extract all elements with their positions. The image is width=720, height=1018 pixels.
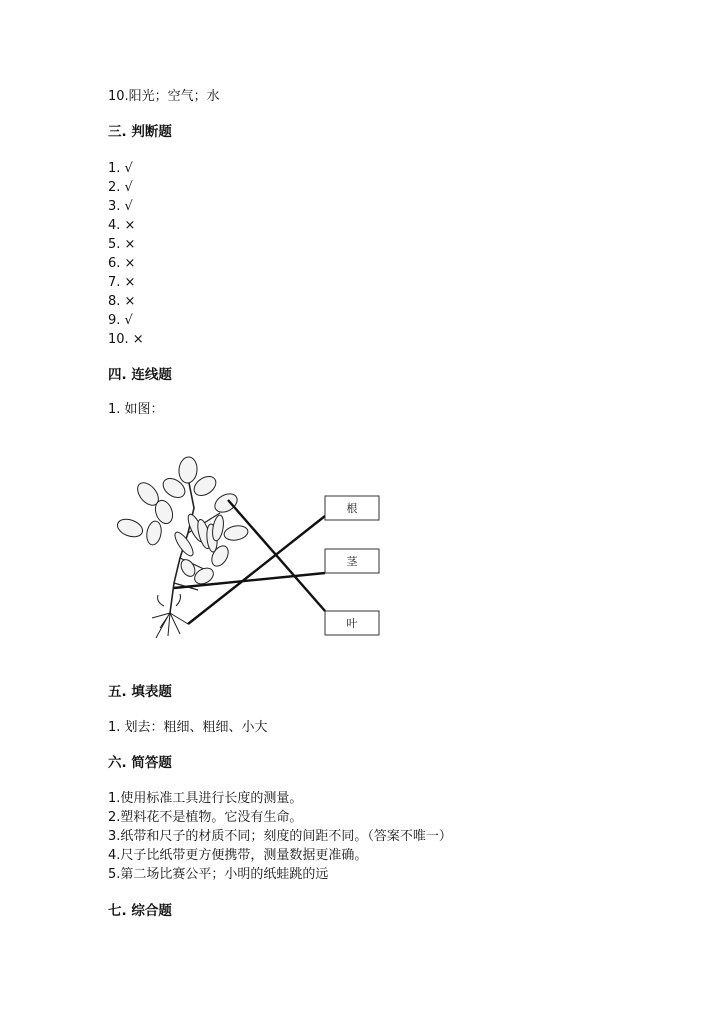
short-answer-2: 2.塑料花不是植物。它没有生命。 xyxy=(108,810,303,825)
judge-answer-5: 5. × xyxy=(108,237,136,252)
judge-answer-2: 2. √ xyxy=(108,180,133,195)
matching-answer-1: 1. 如图： xyxy=(108,402,164,417)
short-answer-5: 5.第二场比赛公平；小明的纸蛙跳的远 xyxy=(108,867,329,882)
plant-illustration xyxy=(115,456,249,638)
judge-answer-3: 3. √ xyxy=(108,199,133,214)
judge-answer-7: 7. × xyxy=(108,275,136,290)
section-7-title: 七. 综合题 xyxy=(108,903,172,919)
short-answer-3: 3.纸带和尺子的材质不同；刻度的间距不同。（答案不唯一） xyxy=(108,829,452,844)
section-4-title: 四. 连线题 xyxy=(108,367,172,383)
plant-matching-figure xyxy=(108,448,398,648)
label-box-stem xyxy=(325,549,379,573)
section-3-title: 三. 判断题 xyxy=(108,124,172,140)
line-leaf xyxy=(228,500,325,611)
section-5-title: 五. 填表题 xyxy=(108,684,172,700)
judge-answer-6: 6. × xyxy=(108,256,136,271)
label-stem: 茎 xyxy=(346,555,358,568)
label-box-leaf xyxy=(325,611,379,635)
fill-answer-10: 10.阳光；空气；水 xyxy=(108,89,220,104)
label-leaf: 叶 xyxy=(346,617,358,630)
table-answer-1: 1. 划去：粗细、粗细、小大 xyxy=(108,720,268,735)
judge-answer-8: 8. × xyxy=(108,294,136,309)
judge-answer-9: 9. √ xyxy=(108,313,133,328)
label-box-root xyxy=(325,496,379,520)
short-answer-1: 1.使用标准工具进行长度的测量。 xyxy=(108,791,303,806)
label-root: 根 xyxy=(346,502,358,515)
judge-answer-4: 4. × xyxy=(108,218,136,233)
judge-answer-1: 1. √ xyxy=(108,161,133,176)
judge-answer-10: 10. × xyxy=(108,332,144,347)
short-answer-4: 4.尺子比纸带更方便携带，测量数据更准确。 xyxy=(108,848,368,863)
section-6-title: 六. 简答题 xyxy=(108,755,172,771)
